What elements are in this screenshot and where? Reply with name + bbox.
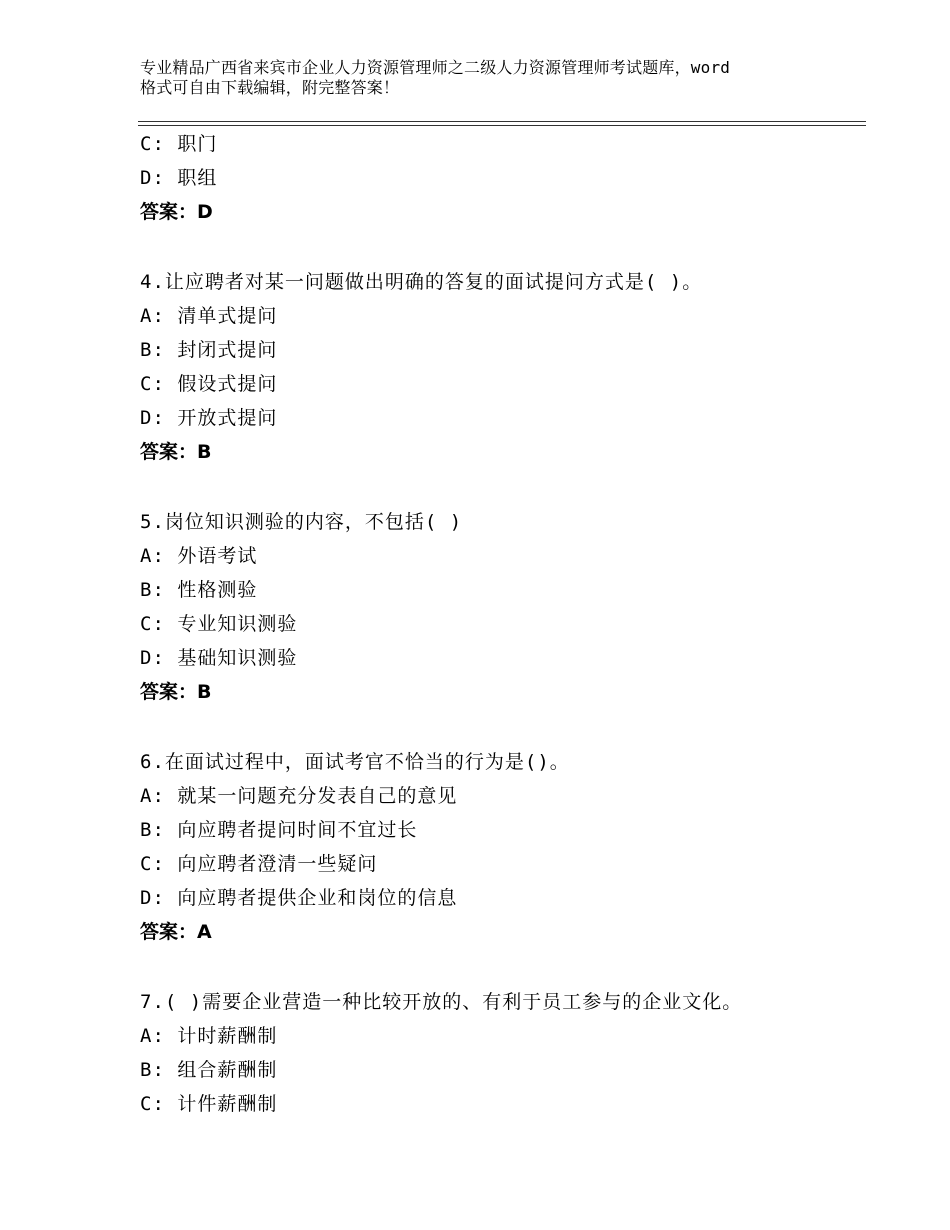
header-divider-top bbox=[138, 121, 866, 122]
option-a: A: 清单式提问 bbox=[140, 305, 278, 327]
option-c: C: 向应聘者澄清一些疑问 bbox=[140, 853, 378, 875]
option-a: A: 外语考试 bbox=[140, 545, 258, 567]
question-list bbox=[140, 127, 870, 1121]
question-3-continued bbox=[140, 127, 870, 229]
question-stem: 5.岗位知识测验的内容，不包括( ) bbox=[140, 511, 463, 533]
question-7 bbox=[140, 985, 870, 1121]
question-stem: 7.( )需要企业营造一种比较开放的、有利于员工参与的企业文化。 bbox=[140, 991, 743, 1013]
answer-line: 答案：B bbox=[140, 441, 212, 463]
header-line-2: 格式可自由下载编辑，附完整答案！ bbox=[140, 78, 400, 97]
question-stem: 6.在面试过程中，面试考官不恰当的行为是()。 bbox=[140, 751, 570, 773]
option-d: D: 开放式提问 bbox=[140, 407, 278, 429]
answer-line: 答案：A bbox=[140, 921, 212, 943]
question-6 bbox=[140, 745, 870, 949]
option-a: A: 就某一问题充分发表自己的意见 bbox=[140, 785, 458, 807]
answer-line: 答案：B bbox=[140, 681, 212, 703]
option-b: B: 组合薪酬制 bbox=[140, 1059, 278, 1081]
option-b: B: 封闭式提问 bbox=[140, 339, 278, 361]
option-b: B: 性格测验 bbox=[140, 579, 258, 601]
option-d: D: 职组 bbox=[140, 167, 218, 189]
option-c: C: 专业知识测验 bbox=[140, 613, 298, 635]
question-stem: 4.让应聘者对某一问题做出明确的答复的面试提问方式是( )。 bbox=[140, 271, 703, 293]
option-a: A: 计时薪酬制 bbox=[140, 1025, 278, 1047]
question-5 bbox=[140, 505, 870, 709]
option-d: D: 向应聘者提供企业和岗位的信息 bbox=[140, 887, 458, 909]
option-d: D: 基础知识测验 bbox=[140, 647, 298, 669]
document-header bbox=[140, 58, 840, 98]
option-c: C: 职门 bbox=[140, 133, 218, 155]
header-divider-bottom bbox=[138, 125, 866, 126]
option-c: C: 计件薪酬制 bbox=[140, 1093, 278, 1115]
answer-line: 答案：D bbox=[140, 201, 213, 223]
option-c: C: 假设式提问 bbox=[140, 373, 278, 395]
question-4 bbox=[140, 265, 870, 469]
header-line-1: 专业精品广西省来宾市企业人力资源管理师之二级人力资源管理师考试题库，word bbox=[140, 58, 731, 77]
option-b: B: 向应聘者提问时间不宜过长 bbox=[140, 819, 418, 841]
